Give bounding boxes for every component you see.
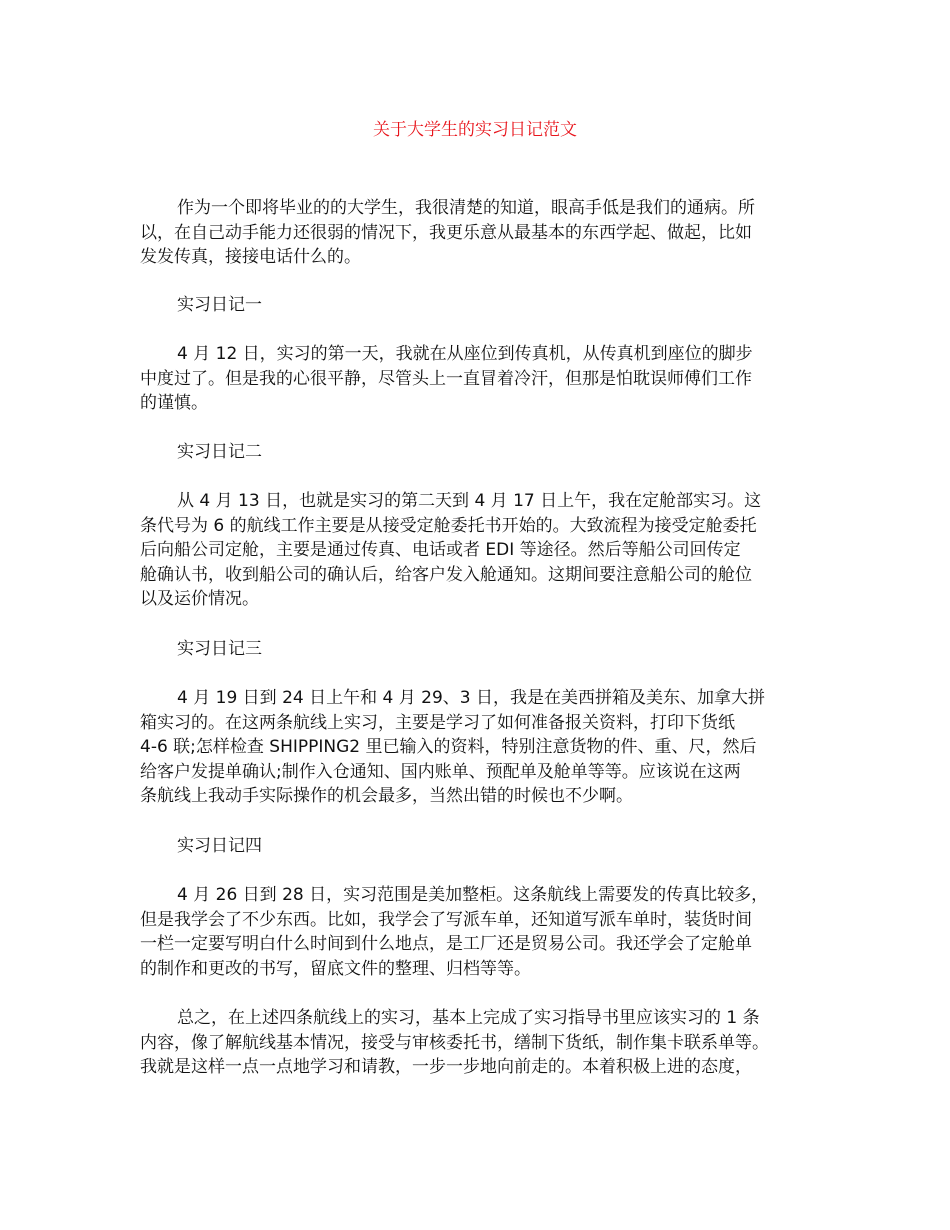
paragraph-line: 箱实习的。在这两条航线上实习，主要是学习了如何准备报关资料，打印下货纸	[140, 712, 735, 733]
paragraph-line: 4 月 19 日到 24 日上午和 4 月 29、3 日，我是在美西拼箱及美东、加拿大拼	[177, 688, 765, 708]
diary-heading-3: 实习日记三	[177, 639, 262, 659]
paragraph-line: 中度过了。但是我的心很平静，尽管头上一直冒着冷汗，但那是怕耽误师傅们工作	[140, 368, 752, 389]
paragraph-line: 4 月 12 日，实习的第一天，我就在从座位到传真机，从传真机到座位的脚步	[177, 344, 753, 364]
paragraph-line: 一栏一定要写明白什么时间到什么地点，是工厂还是贸易公司。我还学会了定舱单	[140, 934, 752, 954]
paragraph-line: 舱确认书，收到船公司的确认后，给客户发入舱通知。这期间要注意船公司的舱位	[140, 564, 752, 585]
paragraph-line: 条代号为 6 的航线工作主要是从接受定舱委托书开始的。大致流程为接受定舱委托	[140, 515, 757, 536]
paragraph-line: 我就是这样一点一点地学习和请教，一步一步地向前走的。本着积极上进的态度，	[140, 1057, 752, 1077]
diary-heading-4: 实习日记四	[177, 836, 262, 856]
conclusion-paragraph	[140, 1006, 825, 1080]
paragraph-line: 以及运价情况。	[140, 589, 259, 609]
diary-paragraph-2	[140, 489, 825, 612]
paragraph-line: 给客户发提单确认;制作入仓通知、国内账单、预配单及舱单等等。应该说在这两	[140, 761, 741, 782]
diary-heading-2: 实习日记二	[177, 442, 262, 462]
paragraph-line: 内容，像了解航线基本情况，接受与审核委托书，缮制下货纸，制作集卡联系单等。	[140, 1032, 769, 1053]
paragraph-line: 以，在自己动手能力还很弱的情况下，我更乐意从最基本的东西学起、做起，比如	[140, 222, 752, 243]
paragraph-line: 从 4 月 13 日，也就是实习的第二天到 4 月 17 日上午，我在定舱部实习。这	[177, 491, 762, 511]
paragraph-line: 总之，在上述四条航线上的实习，基本上完成了实习指导书里应该实习的 1 条	[177, 1008, 760, 1028]
paragraph-line: 的制作和更改的书写，留底文件的整理、归档等等。	[140, 958, 531, 979]
diary-paragraph-1	[140, 342, 825, 416]
paragraph-line: 作为一个即将毕业的的大学生，我很清楚的知道，眼高手低是我们的通病。所	[177, 198, 755, 218]
paragraph-line: 4-6 联;怎样检查 SHIPPING2 里已输入的资料，特别注意货物的件、重、尺，然后	[140, 737, 757, 757]
paragraph-line: 的谨慎。	[140, 393, 208, 413]
paragraph-line: 但是我学会了不少东西。比如，我学会了写派车单，还知道写派车单时，装货时间	[140, 909, 752, 930]
diary-heading-1: 实习日记一	[177, 295, 262, 315]
document-title: 关于大学生的实习日记范文	[373, 120, 577, 140]
paragraph-line: 发发传真，接接电话什么的。	[140, 247, 361, 267]
diary-paragraph-3	[140, 686, 825, 809]
paragraph-line: 后向船公司定舱，主要是通过传真、电话或者 EDI 等途径。然后等船公司回传定	[140, 540, 741, 560]
paragraph-line: 条航线上我动手实际操作的机会最多，当然出错的时候也不少啊。	[140, 786, 633, 806]
paragraph-line: 4 月 26 日到 28 日，实习范围是美加整柜。这条航线上需要发的传真比较多，	[177, 885, 769, 905]
intro-paragraph	[140, 196, 825, 270]
diary-paragraph-4	[140, 883, 825, 981]
